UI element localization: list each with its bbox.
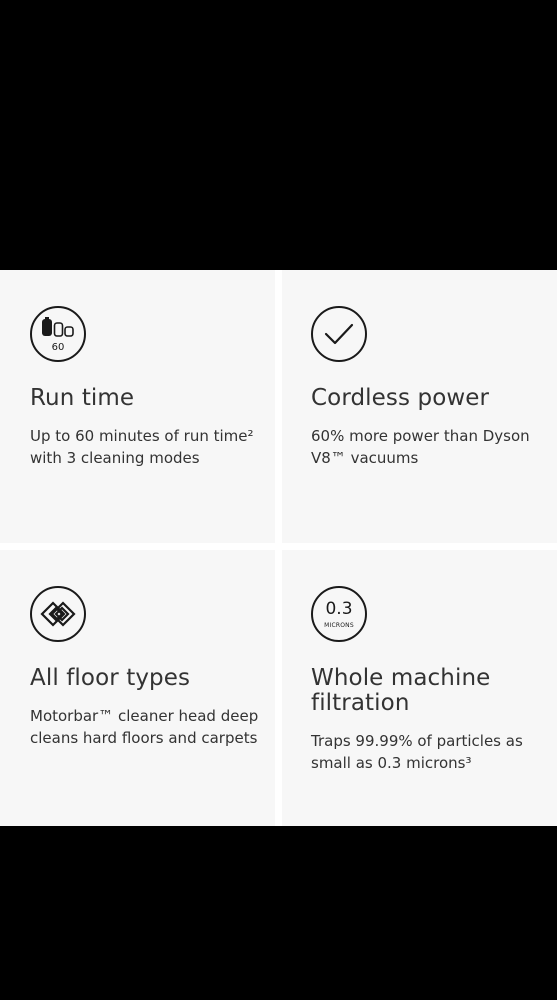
- card-description: Traps 99.99% of particles as small as 0.3 microns³: [311, 732, 523, 772]
- top-black-band: [0, 0, 557, 270]
- card-title: Whole machine filtration: [311, 665, 491, 716]
- floor-types-icon: [30, 586, 86, 642]
- runtime-icon-label: 60: [51, 342, 65, 353]
- card-description: 60% more power than Dyson V8™ vacuums: [311, 427, 530, 467]
- feature-card-cordless-power: [282, 270, 557, 543]
- card-description: Motorbar™ cleaner head deep cleans hard floors and carpets: [30, 707, 259, 747]
- bottom-black-band: [0, 826, 557, 1000]
- card-title: All floor types: [30, 665, 191, 691]
- card-title: Run time: [30, 385, 135, 411]
- microns-icon-value: 0.3: [325, 599, 353, 619]
- battery-runtime-icon: [30, 306, 86, 362]
- card-title: Cordless power: [311, 385, 490, 411]
- feature-card-floor-types: [0, 550, 275, 826]
- card-description: Up to 60 minutes of run time² with 3 cleaning modes: [30, 427, 254, 467]
- diamond-lattice-glyph: [32, 588, 84, 640]
- microns-icon-unit: MICRONS: [324, 622, 354, 629]
- checkmark-glyph: [313, 308, 365, 360]
- feature-card-filtration: [282, 550, 557, 826]
- feature-card-run-time: [0, 270, 275, 543]
- checkmark-icon: [311, 306, 367, 362]
- microns-icon: [311, 586, 367, 642]
